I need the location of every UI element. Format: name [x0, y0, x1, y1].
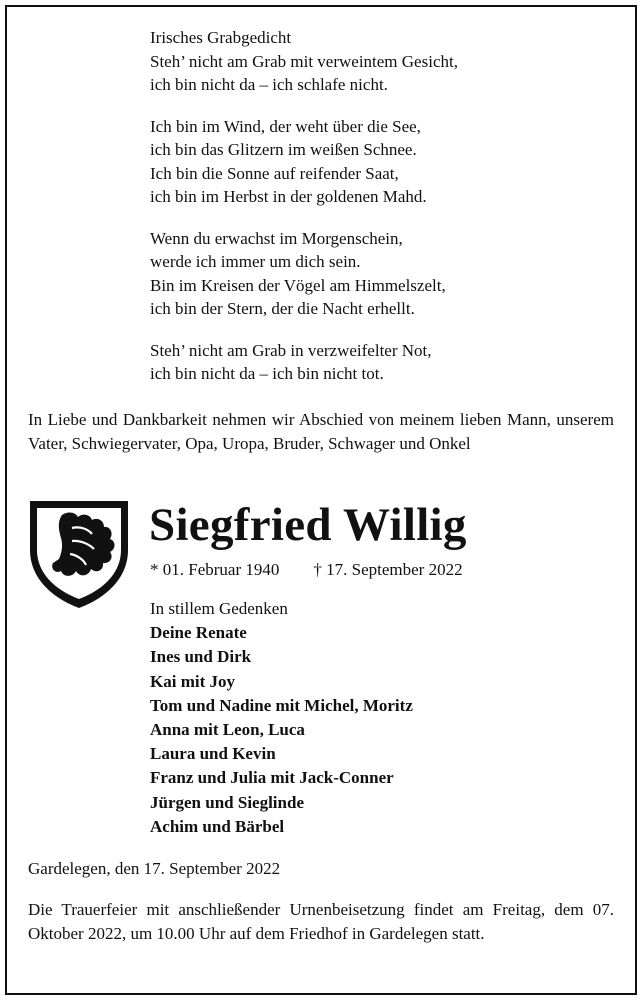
mourner-name: Franz und Julia mit Jack-Conner — [150, 768, 394, 788]
birth-date: * 01. Februar 1940 — [150, 560, 280, 579]
poem-line: Ich bin die Sonne auf reifender Saat, — [150, 163, 399, 183]
mourner-name: Tom und Nadine mit Michel, Moritz — [150, 695, 413, 715]
poem-stanza-4 — [150, 339, 600, 386]
mourners-label: In stillem Gedenken — [150, 599, 288, 618]
death-date: † 17. September 2022 — [313, 560, 463, 579]
poem-line: ich bin im Herbst in der goldenen Mahd. — [150, 187, 427, 206]
poem-title: Irisches Grabgedicht — [150, 28, 292, 47]
poem-line: ich bin nicht da – ich schlafe nicht. — [150, 75, 388, 94]
mourner-name: Kai mit Joy — [150, 671, 235, 691]
mourners-list — [150, 597, 610, 839]
poem-line: Ich bin im Wind, der weht über die See, — [150, 116, 421, 136]
mourner-name: Achim und Bärbel — [150, 816, 285, 836]
mourner-name: Deine Renate — [150, 623, 247, 643]
mourner-name: Ines und Dirk — [150, 647, 252, 667]
intro-text: In Liebe und Dankbarkeit nehmen wir Abschied von meinem lieben Mann, unserem Vater, Schwiegervater, Opa, Uropa, Bruder, Schwager und Onkel — [28, 410, 614, 453]
place-date: Gardelegen, den 17. September 2022 — [28, 859, 281, 878]
mourner-name: Anna mit Leon, Luca — [150, 720, 305, 740]
poem-stanza-1 — [150, 50, 600, 97]
poem-line: ich bin das Glitzern im weißen Schnee. — [150, 140, 417, 159]
poem-stanza-3 — [150, 227, 600, 321]
poem-line: Steh’ nicht am Grab in verzweifelter Not, — [150, 340, 432, 360]
mourner-name: Laura und Kevin — [150, 744, 276, 764]
poem — [150, 26, 600, 404]
poem-stanza-2 — [150, 115, 600, 209]
funeral-notice: Die Trauerfeier mit anschließender Urnenbeisetzung findet am Freitag, dem 07. Oktober 2022, um 10.00 Uhr auf dem Friedhof in Gardelegen statt. — [28, 900, 614, 943]
poem-line: Steh’ nicht am Grab mit verweintem Gesicht, — [150, 51, 458, 71]
heraldic-shield-wing-icon — [28, 498, 130, 610]
deceased-name: Siegfried Willig — [149, 499, 467, 551]
poem-line: werde ich immer um dich sein. — [150, 252, 361, 271]
poem-line: ich bin der Stern, der die Nacht erhellt. — [150, 299, 415, 318]
life-dates — [150, 558, 463, 581]
poem-line: Wenn du erwachst im Morgenschein, — [150, 228, 403, 248]
poem-line: ich bin nicht da – ich bin nicht tot. — [150, 364, 384, 383]
mourner-name: Jürgen und Sieglinde — [150, 792, 304, 812]
poem-line: Bin im Kreisen der Vögel am Himmelszelt, — [150, 275, 446, 295]
